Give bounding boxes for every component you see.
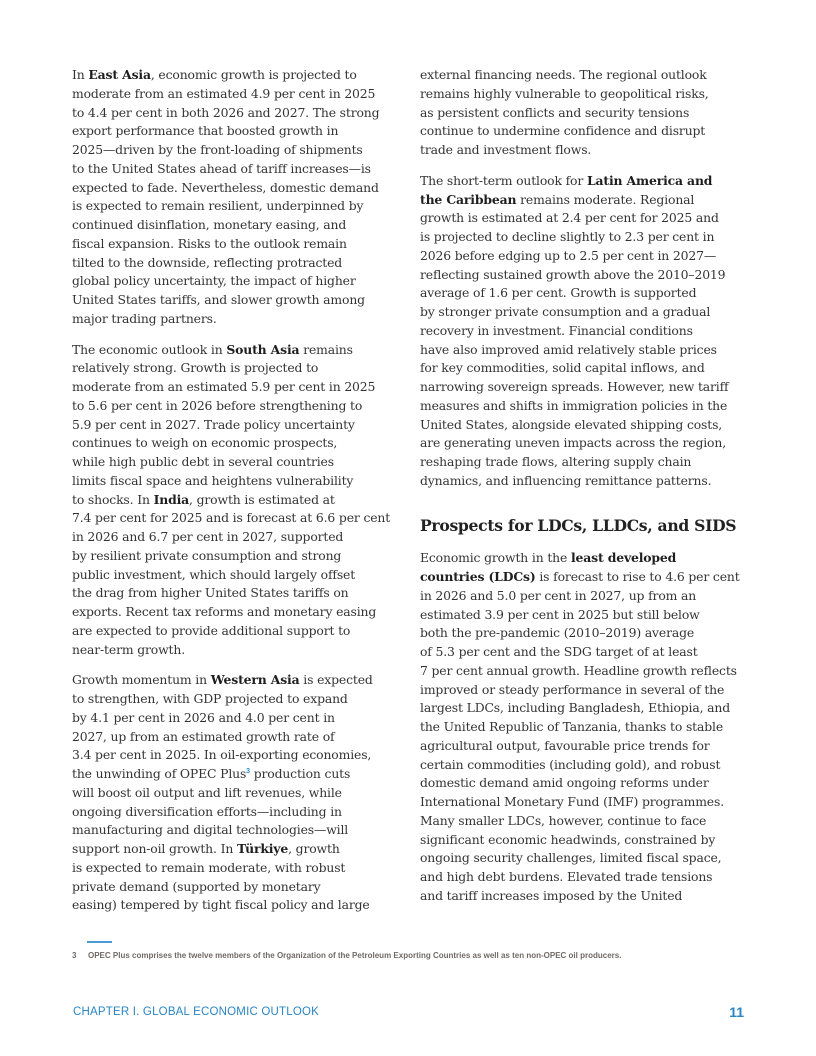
footnote-text: OPEC Plus comprises the twelve members of the Organization of the Petroleum Exporting Countries as well as ten non-OPEC oil producers. <box>88 951 622 960</box>
footnote-number: 3 <box>72 951 77 960</box>
region-caribbean: the Caribbean <box>420 191 517 207</box>
country-turkiye: Türkiye <box>236 841 289 856</box>
paragraph-ldcs: Economic growth in the least developed countries (LDCs) is forecast to rise to 4.6 per cent in 2026 and 5.0 per cent in 2027, up from an estimated 3.9 per cent in 2025 but still below both the pre-pandemic (2010–2019) average of 5.3 per cent and the SDG target of at least 7 per cent annual growth. Headline growth reflects improved or steady performance in several of the largest LDCs, including Bangladesh, Ethiopia, and the United Republic of Tanzania, thanks to stable agricultural output, favourable price trends for certain commodities (including gold), and robust domestic demand amid ongoing reforms under International Monetary Fund (IMF) programmes. Many smaller LDCs, however, continue to face significant economic headwinds, constrained by ongoing security challenges, limited fiscal space, and high debt burdens. Elevated trade tensions and tariff increases imposed by the United <box>420 550 740 903</box>
paragraph-south-asia: The economic outlook in South Asia remains relatively strong. Growth is projected to moderate from an estimated 5.9 per cent in 2025 to 5.6 per cent in 2026 before strengthening to 5.9 per cent in 2027. Trade policy uncertainty continues to weigh on economic prospects, while high public debt in several countries limits fiscal space and heightens vulnerability to shocks. In India, growth is estimated at 7.4 per cent for 2025 and is forecast at 6.6 per cent in 2026 and 6.7 per cent in 2027, supported by resilient private consumption and strong public investment, which should largely offset the drag from higher United States tariffs on exports. Recent tax reforms and monetary easing are expected to provide additional support to near-term growth. <box>72 341 391 657</box>
footnote <box>72 951 621 960</box>
footnote-divider <box>87 941 112 943</box>
region-south-asia: South Asia <box>226 341 300 357</box>
term-ldcs: countries (LDCs) <box>420 569 536 584</box>
footnote-reference-3[interactable]: 3 <box>246 768 250 775</box>
paragraph-western-asia-continued: external financing needs. The regional outlook remains highly vulnerable to geopolitical risks, as persistent conflicts and security tensions continue to undermine confidence and disrupt trade and investment flows. <box>420 67 709 157</box>
paragraph-latin-america: The short-term outlook for Latin America and the Caribbean remains moderate. Regional growth is estimated at 2.4 per cent for 2025 and is projected to decline slightly to 2.3 per cent in 2026 before edging up to 2.5 per cent in 2027— reflecting sustained growth above the 2010–2019 average of 1.6 per cent. Growth is supported by stronger private consumption and a gradual recovery in investment. Financial conditions have also improved amid relatively stable prices for key commodities, solid capital inflows, and narrowing sovereign spreads. However, new tariff measures and shifts in immigration policies in the United States, alongside elevated shipping costs, are generating uneven impacts across the region, reshaping trade flows, altering supply chain dynamics, and influencing remittance patterns. <box>420 172 729 488</box>
term-least-developed: least developed <box>570 550 677 566</box>
region-western-asia: Western Asia <box>210 672 300 688</box>
chapter-title: CHAPTER I. GLOBAL ECONOMIC OUTLOOK <box>73 1006 319 1018</box>
region-east-asia: East Asia <box>88 67 151 82</box>
right-column <box>420 66 746 918</box>
page-number: 11 <box>729 1004 744 1020</box>
region-latin-america: Latin America and <box>586 172 713 188</box>
country-india: India <box>153 491 190 507</box>
paragraph-western-asia: Growth momentum in Western Asia is expected to strengthen, with GDP projected to expand by 4.1 per cent in 2026 and 4.0 per cent in 2027, up from an estimated growth rate of 3.4 per cent in 2025. In oil-exporting economies, the unwinding of OPEC Plus$^3$ production cuts will boost oil output and lift revenues, while ongoing diversification efforts—including in manufacturing and digital technologies—will support non-oil growth. In Türkiye, growth is expected to remain moderate, with robust private demand (supported by monetary easing) tempered by tight fiscal policy and large <box>72 672 373 913</box>
paragraph-east-asia: In East Asia, economic growth is projected to moderate from an estimated 4.9 per cent in 2025 to 4.4 per cent in both 2026 and 2027. The strong export performance that boosted growth in 2025—driven by the front-loading of shipments to the United States ahead of tariff increases—is expected to fade. Nevertheless, domestic demand is expected to remain resilient, underpinned by continued disinflation, monetary easing, and fiscal expansion. Risks to the outlook remain tilted to the downside, reflecting protracted global policy uncertainty, the impact of higher United States tariffs, and slower growth among major trading partners. <box>72 67 380 326</box>
section-heading: Prospects for LDCs, LLDCs, and SIDS <box>420 515 737 535</box>
left-column <box>72 66 398 927</box>
